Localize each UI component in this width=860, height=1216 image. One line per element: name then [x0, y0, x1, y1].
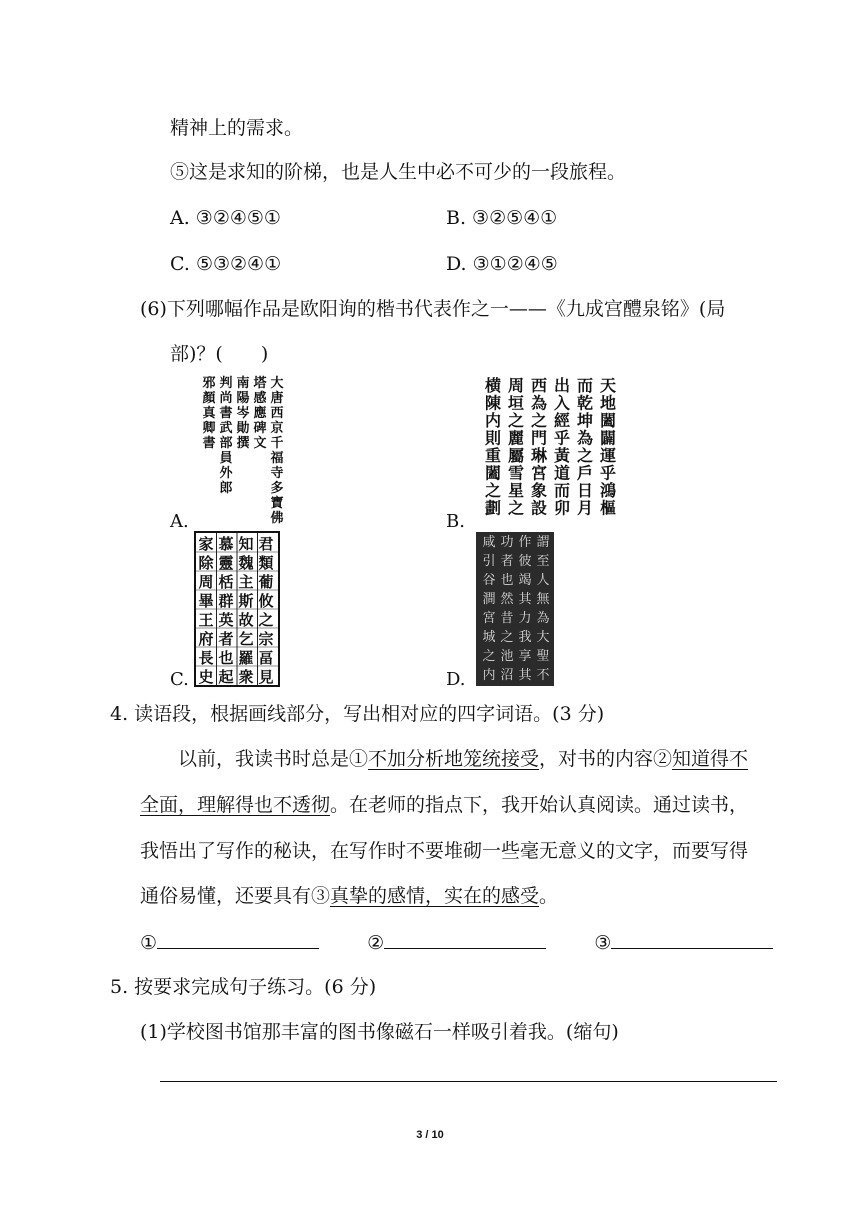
calligraphy-a-glyph: 應 [253, 406, 267, 421]
calligraphy-a-art [199, 374, 287, 527]
calligraphy-b-glyph: 地 [599, 393, 617, 413]
calligraphy-c-glyph: 起 [218, 668, 234, 685]
calligraphy-a-glyph: 岑 [236, 406, 250, 421]
calligraphy-d-glyph: 人 [536, 573, 550, 588]
calligraphy-b-glyph: 之 [507, 411, 525, 430]
calligraphy-c-glyph: 除 [198, 554, 214, 572]
option-a[interactable]: A. ③②④⑤① [170, 207, 281, 229]
calligraphy-b-glyph: 戶 [576, 463, 594, 483]
calligraphy-d-glyph: 沼 [500, 668, 514, 683]
calligraphy-d-glyph: 昔 [500, 611, 514, 626]
calligraphy-b-glyph: 陳 [484, 393, 502, 413]
calligraphy-b-glyph: 乎 [553, 428, 571, 448]
calligraphy-b-glyph: 之 [507, 498, 525, 518]
blank-2-label: ② [367, 932, 385, 954]
calligraphy-c-glyph: 君 [258, 535, 274, 553]
q4-text: ，对书的内容② [539, 748, 673, 770]
calligraphy-b-glyph: 日 [576, 481, 594, 500]
calligraphy-a-glyph: 塔 [253, 376, 267, 391]
image-label-d: D. [446, 669, 466, 690]
q4-answer-blanks [140, 930, 773, 955]
calligraphy-a-glyph: 西 [270, 406, 284, 421]
image-label-b: B. [446, 511, 465, 532]
calligraphy-c-glyph: 者 [218, 630, 234, 648]
calligraphy-b-glyph: 垣 [507, 393, 525, 413]
q4-passage-line4 [140, 884, 558, 908]
calligraphy-d-glyph: 謂 [536, 535, 550, 550]
q4-underline-3: 真挚的感情，实在的感受 [330, 885, 540, 907]
calligraphy-c-glyph: 衆 [238, 668, 254, 685]
calligraphy-b-art [475, 374, 619, 526]
calligraphy-c-glyph: 斯 [238, 592, 254, 610]
calligraphy-d-glyph: 咸 [482, 535, 496, 550]
calligraphy-d-glyph: 其 [518, 668, 532, 683]
calligraphy-d-glyph: 澗 [482, 592, 496, 607]
calligraphy-b-glyph: 象 [530, 481, 548, 500]
calligraphy-d-glyph: 也 [500, 573, 514, 588]
page-number: 3 / 10 [416, 1129, 444, 1141]
calligraphy-d-glyph: 不 [536, 668, 550, 683]
calligraphy-b-glyph: 星 [507, 481, 525, 500]
calligraphy-b-glyph: 雪 [507, 463, 525, 483]
calligraphy-a-glyph: 千 [270, 436, 284, 451]
calligraphy-b-glyph: 乾 [576, 393, 594, 413]
para-continuation: 精神上的需求。 [170, 117, 304, 139]
calligraphy-c-glyph: 也 [218, 649, 234, 667]
calligraphy-image-d[interactable] [476, 532, 554, 686]
calligraphy-d-glyph: 無 [536, 592, 550, 607]
calligraphy-a-glyph: 南 [236, 376, 250, 391]
calligraphy-b-glyph: 之 [530, 411, 548, 430]
calligraphy-a-glyph: 卿 [202, 421, 216, 436]
calligraphy-a-glyph: 尚 [219, 391, 233, 406]
question-6-line2: 部)？( ) [170, 343, 269, 365]
calligraphy-c-glyph: 乞 [238, 630, 254, 648]
calligraphy-a-glyph: 寶 [270, 496, 284, 511]
calligraphy-d-glyph: 者 [500, 554, 514, 569]
calligraphy-c-glyph: 之 [258, 611, 274, 629]
calligraphy-b-glyph: 周 [507, 376, 525, 395]
calligraphy-b-glyph: 為 [576, 428, 594, 448]
calligraphy-c-glyph: 府 [198, 630, 214, 648]
calligraphy-d-glyph: 我 [518, 630, 532, 645]
calligraphy-b-glyph: 道 [553, 463, 571, 483]
calligraphy-c-glyph: 栝 [218, 573, 234, 591]
option-b[interactable]: B. ③②⑤④① [446, 207, 558, 229]
answer-line[interactable] [160, 1081, 777, 1082]
calligraphy-b-glyph: 則 [484, 428, 502, 448]
question-4-heading: 4. 读语段，根据画线部分，写出相对应的四字词语。(3 分) [110, 703, 605, 725]
calligraphy-d-glyph: 享 [518, 649, 532, 664]
calligraphy-b-glyph: 麗 [507, 428, 525, 448]
calligraphy-d-glyph: 然 [500, 592, 514, 607]
calligraphy-d-glyph: 池 [500, 649, 514, 664]
calligraphy-a-glyph: 員 [219, 451, 233, 466]
calligraphy-b-glyph: 運 [599, 446, 617, 465]
calligraphy-a-glyph: 陽 [236, 391, 250, 406]
calligraphy-b-glyph: 之 [484, 481, 502, 500]
question-5-heading: 5. 按要求完成句子练习。(6 分) [110, 976, 377, 998]
q4-text: 通俗易懂，还要具有③ [140, 885, 331, 907]
calligraphy-a-glyph: 福 [270, 451, 284, 466]
calligraphy-a-glyph: 判 [219, 376, 233, 391]
blank-1-label: ① [140, 932, 158, 954]
calligraphy-d-glyph: 城 [482, 630, 496, 645]
calligraphy-c-glyph: 長 [198, 649, 214, 667]
calligraphy-c-art [196, 533, 278, 685]
calligraphy-d-glyph: 力 [518, 611, 532, 626]
blank-2-field[interactable] [384, 930, 546, 949]
question-5-sub1: (1)学校图书馆那丰富的图书像磁石一样吸引着我。(缩句) [140, 1021, 619, 1043]
calligraphy-d-glyph: 之 [500, 630, 514, 645]
blank-3-field[interactable] [611, 930, 773, 949]
image-label-c: C. [170, 669, 189, 690]
calligraphy-c-glyph: 畢 [198, 592, 214, 610]
calligraphy-c-glyph: 史 [198, 668, 214, 685]
calligraphy-a-glyph: 郎 [219, 481, 233, 496]
calligraphy-b-glyph: 琳 [530, 446, 548, 465]
calligraphy-a-glyph: 寺 [270, 466, 284, 481]
calligraphy-c-glyph: 英 [218, 611, 234, 629]
calligraphy-c-glyph: 類 [258, 554, 274, 572]
q4-passage-line1 [178, 747, 748, 771]
calligraphy-c-glyph: 家 [198, 535, 214, 553]
calligraphy-c-glyph: 群 [218, 592, 234, 610]
calligraphy-d-glyph: 彼 [518, 554, 532, 569]
calligraphy-c-glyph: 慕 [218, 535, 234, 553]
calligraphy-b-glyph: 之 [576, 446, 594, 465]
calligraphy-b-glyph: 天 [599, 376, 617, 395]
calligraphy-image-a[interactable] [199, 374, 287, 527]
calligraphy-d-glyph: 宮 [482, 611, 496, 626]
calligraphy-d-glyph: 聖 [536, 649, 550, 664]
calligraphy-b-glyph: 卯 [553, 498, 571, 518]
calligraphy-c-glyph: 羅 [238, 649, 254, 667]
q4-text: 以前，我读书时总是① [178, 748, 369, 770]
calligraphy-d-glyph: 其 [518, 592, 532, 607]
calligraphy-b-glyph: 入 [553, 393, 571, 413]
calligraphy-a-glyph: 真 [202, 406, 216, 421]
calligraphy-d-glyph: 大 [536, 630, 550, 645]
q4-passage-line3: 我悟出了写作的秘诀，在写作时不要堆砌一些毫无意义的文字，而要写得 [140, 840, 749, 862]
calligraphy-a-glyph: 碑 [253, 421, 267, 436]
question-6-line1: (6)下列哪幅作品是欧阳询的楷书代表作之一——《九成宫醴泉铭》(局 [140, 298, 726, 320]
calligraphy-a-glyph: 佛 [270, 511, 284, 526]
calligraphy-a-glyph: 勛 [236, 421, 250, 436]
calligraphy-d-glyph: 内 [482, 668, 496, 683]
calligraphy-b-glyph: 門 [530, 428, 548, 448]
calligraphy-d-art [476, 532, 554, 686]
calligraphy-c-glyph: 王 [198, 611, 214, 629]
calligraphy-a-glyph: 武 [219, 421, 233, 436]
calligraphy-d-glyph: 引 [482, 554, 496, 569]
calligraphy-a-glyph: 邪 [202, 376, 216, 391]
calligraphy-d-glyph: 谷 [482, 573, 496, 588]
calligraphy-c-glyph: 靈 [218, 554, 234, 572]
calligraphy-b-glyph: 月 [576, 498, 594, 518]
calligraphy-b-glyph: 而 [553, 481, 571, 500]
calligraphy-b-glyph: 横 [484, 376, 502, 395]
option-d[interactable]: D. ③①②④⑤ [446, 253, 558, 275]
q4-underline-2: 知道得不 [672, 748, 749, 770]
calligraphy-c-glyph: 周 [198, 573, 214, 591]
calligraphy-a-glyph: 唐 [270, 391, 284, 406]
calligraphy-c-glyph: 知 [238, 535, 254, 553]
calligraphy-b-glyph: 重 [484, 446, 502, 465]
blank-1-field[interactable] [157, 930, 319, 949]
calligraphy-c-glyph: 見 [258, 668, 274, 685]
calligraphy-b-glyph: 黃 [553, 446, 571, 465]
calligraphy-b-glyph: 宮 [530, 463, 548, 483]
calligraphy-c-glyph: 宗 [258, 630, 274, 648]
calligraphy-a-glyph: 顏 [202, 391, 216, 406]
calligraphy-image-b[interactable] [475, 374, 619, 526]
q4-underline-2-cont: 全面，理解得也不透彻 [140, 794, 331, 816]
calligraphy-a-glyph: 撰 [236, 436, 250, 451]
calligraphy-b-glyph: 樞 [599, 498, 617, 518]
calligraphy-d-glyph: 作 [518, 535, 532, 550]
calligraphy-d-glyph: 竭 [518, 573, 532, 588]
calligraphy-b-glyph: 屬 [507, 446, 525, 465]
calligraphy-d-glyph: 至 [536, 554, 550, 569]
calligraphy-b-glyph: 為 [530, 393, 548, 413]
calligraphy-a-glyph: 外 [219, 466, 233, 481]
calligraphy-c-glyph: 葡 [258, 573, 274, 591]
calligraphy-b-glyph: 而 [576, 376, 594, 395]
q4-text: 。在老师的指点下，我开始认真阅读。通过读书， [330, 794, 749, 816]
calligraphy-image-c[interactable] [194, 531, 280, 687]
calligraphy-c-glyph: 故 [238, 611, 254, 629]
calligraphy-b-glyph: 坤 [576, 411, 594, 430]
calligraphy-a-glyph: 文 [253, 436, 267, 451]
calligraphy-c-glyph: 畐 [258, 649, 274, 667]
calligraphy-a-glyph: 部 [219, 436, 233, 451]
q4-text: 。 [539, 885, 559, 907]
calligraphy-b-glyph: 西 [530, 376, 548, 395]
calligraphy-b-glyph: 劃 [484, 498, 502, 518]
calligraphy-b-glyph: 闔 [484, 463, 502, 483]
calligraphy-c-glyph: 主 [238, 573, 254, 591]
calligraphy-b-glyph: 内 [484, 411, 502, 430]
item-5: ⑤这是求知的阶梯，也是人生中必不可少的一段旅程。 [170, 161, 627, 183]
calligraphy-a-glyph: 書 [219, 406, 233, 421]
blank-3-label: ③ [594, 932, 612, 954]
calligraphy-b-glyph: 鴻 [599, 481, 617, 500]
calligraphy-a-glyph: 感 [253, 391, 267, 406]
image-label-a: A. [170, 511, 189, 532]
calligraphy-d-glyph: 為 [536, 611, 550, 626]
calligraphy-b-glyph: 出 [553, 376, 571, 395]
calligraphy-c-glyph: 攸 [258, 592, 274, 610]
calligraphy-a-glyph: 書 [202, 436, 216, 451]
calligraphy-b-glyph: 乎 [599, 463, 617, 483]
option-c[interactable]: C. ⑤③②④① [170, 253, 282, 275]
calligraphy-d-glyph: 功 [500, 535, 514, 550]
calligraphy-b-glyph: 闔 [599, 411, 617, 430]
calligraphy-a-glyph: 多 [270, 481, 284, 496]
calligraphy-b-glyph: 經 [553, 411, 571, 430]
calligraphy-a-glyph: 大 [270, 376, 284, 391]
calligraphy-c-glyph: 魏 [238, 554, 254, 572]
q4-underline-1: 不加分析地笼统接受 [368, 748, 540, 770]
calligraphy-a-glyph: 京 [270, 421, 284, 436]
q4-passage-line2 [140, 793, 748, 817]
calligraphy-b-glyph: 闢 [599, 428, 617, 448]
calligraphy-d-glyph: 之 [482, 649, 496, 664]
calligraphy-b-glyph: 設 [530, 498, 548, 518]
